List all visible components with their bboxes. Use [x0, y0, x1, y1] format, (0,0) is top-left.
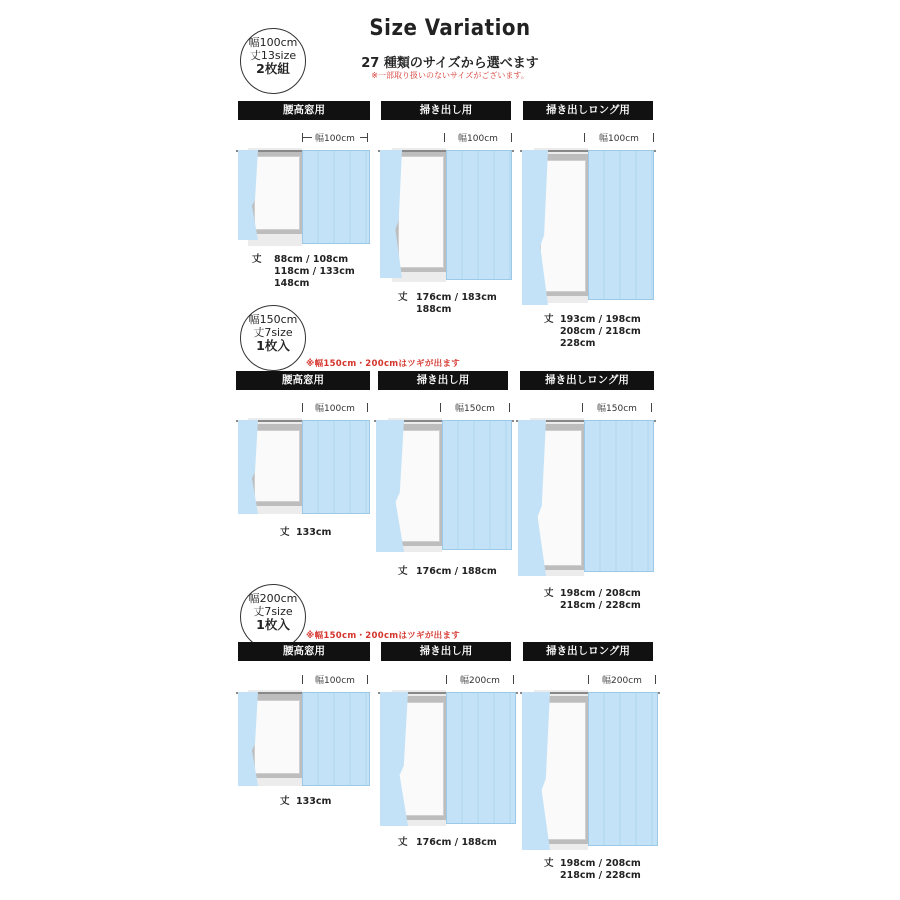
width-dimension: 幅100cm	[302, 673, 368, 686]
length-prefix: 丈	[252, 254, 262, 265]
badge-length-count: 丈7size	[253, 326, 293, 339]
length-prefix: 丈	[398, 837, 408, 848]
curtain-panel	[588, 150, 654, 300]
curtain-panel	[446, 150, 512, 280]
badge-width: 幅100cm	[248, 36, 298, 49]
window-glass	[254, 156, 300, 230]
gathered-curtain	[380, 150, 402, 278]
curtain-illustration	[516, 398, 656, 580]
badge-quantity: 2枚組	[256, 61, 290, 76]
badge-quantity: 1枚入	[256, 617, 290, 632]
header-hakidashi-long: 掃き出しロング用	[523, 642, 653, 661]
header-hakidashi: 掃き出し用	[378, 371, 508, 390]
availability-note: ※一部取り扱いのないサイズがございます。	[371, 71, 529, 80]
window-glass	[254, 430, 300, 502]
window-glass	[398, 156, 444, 268]
width-dimension: 幅200cm	[588, 673, 656, 686]
length-values: 88cm / 108cm 118cm / 133cm 148cm	[274, 254, 355, 289]
window-glass	[254, 700, 300, 774]
length-values: 133cm	[296, 527, 332, 538]
curtain-panel	[446, 692, 516, 824]
page-title: Size Variation	[369, 16, 531, 41]
curtain-illustration	[236, 128, 370, 250]
page-subtitle: 27 種類のサイズから選べます	[361, 56, 539, 71]
curtain-illustration	[378, 670, 518, 830]
seam-note: ※幅150cm・200cmはツギが出ます	[306, 359, 461, 369]
length-prefix: 丈	[544, 314, 554, 325]
size-badge-w100	[240, 28, 306, 94]
size-badge-w150	[240, 305, 306, 371]
badge-width: 幅150cm	[248, 313, 298, 326]
header-koshidaka: 腰高窓用	[236, 371, 370, 390]
length-prefix: 丈	[544, 858, 554, 869]
curtain-panel	[584, 420, 654, 572]
curtain-panel	[588, 692, 658, 846]
length-values: 176cm / 183cm 188cm	[416, 292, 497, 315]
gathered-curtain	[380, 692, 408, 826]
curtain-illustration	[520, 128, 656, 308]
header-hakidashi-long: 掃き出しロング用	[520, 371, 654, 390]
header-hakidashi: 掃き出し用	[381, 101, 511, 120]
window-glass	[540, 160, 586, 292]
length-values: 133cm	[296, 796, 332, 807]
width-dimension: 幅150cm	[582, 401, 652, 414]
curtain-illustration	[378, 128, 514, 288]
width-dimension: 幅100cm	[302, 401, 368, 414]
curtain-illustration	[236, 398, 370, 518]
curtain-illustration	[236, 670, 370, 790]
gathered-curtain	[238, 150, 258, 240]
width-dimension: 幅100cm	[302, 131, 368, 144]
length-prefix: 丈	[280, 796, 290, 807]
gathered-curtain	[522, 150, 548, 305]
length-values: 176cm / 188cm	[416, 837, 497, 848]
header-hakidashi: 掃き出し用	[381, 642, 511, 661]
badge-quantity: 1枚入	[256, 338, 290, 353]
header-koshidaka: 腰高窓用	[238, 642, 370, 661]
length-values: 198cm / 208cm 218cm / 228cm	[560, 858, 641, 881]
curtain-illustration	[520, 670, 660, 854]
length-values: 198cm / 208cm 218cm / 228cm	[560, 588, 641, 611]
curtain-illustration	[374, 398, 514, 556]
badge-length-count: 丈13size	[249, 49, 297, 62]
gathered-curtain	[238, 692, 258, 786]
gathered-curtain	[518, 420, 546, 576]
length-values: 193cm / 198cm 208cm / 218cm 228cm	[560, 314, 641, 349]
length-prefix: 丈	[544, 588, 554, 599]
width-dimension: 幅200cm	[446, 673, 514, 686]
length-values: 176cm / 188cm	[416, 566, 497, 577]
length-prefix: 丈	[398, 292, 408, 303]
gathered-curtain	[376, 420, 404, 552]
size-badge-w200	[240, 584, 306, 650]
width-dimension: 幅100cm	[584, 131, 654, 144]
badge-length-count: 丈7size	[253, 605, 293, 618]
header-koshidaka: 腰高窓用	[238, 101, 370, 120]
seam-note: ※幅150cm・200cmはツギが出ます	[306, 631, 461, 641]
curtain-panel	[302, 150, 370, 244]
width-dimension: 幅100cm	[444, 131, 512, 144]
curtain-panel	[302, 692, 370, 786]
width-dimension: 幅150cm	[440, 401, 510, 414]
length-prefix: 丈	[398, 566, 408, 577]
curtain-panel	[302, 420, 370, 514]
gathered-curtain	[238, 420, 258, 514]
gathered-curtain	[522, 692, 550, 850]
length-prefix: 丈	[280, 527, 290, 538]
header-hakidashi-long: 掃き出しロング用	[523, 101, 653, 120]
curtain-panel	[442, 420, 512, 550]
badge-width: 幅200cm	[248, 592, 298, 605]
